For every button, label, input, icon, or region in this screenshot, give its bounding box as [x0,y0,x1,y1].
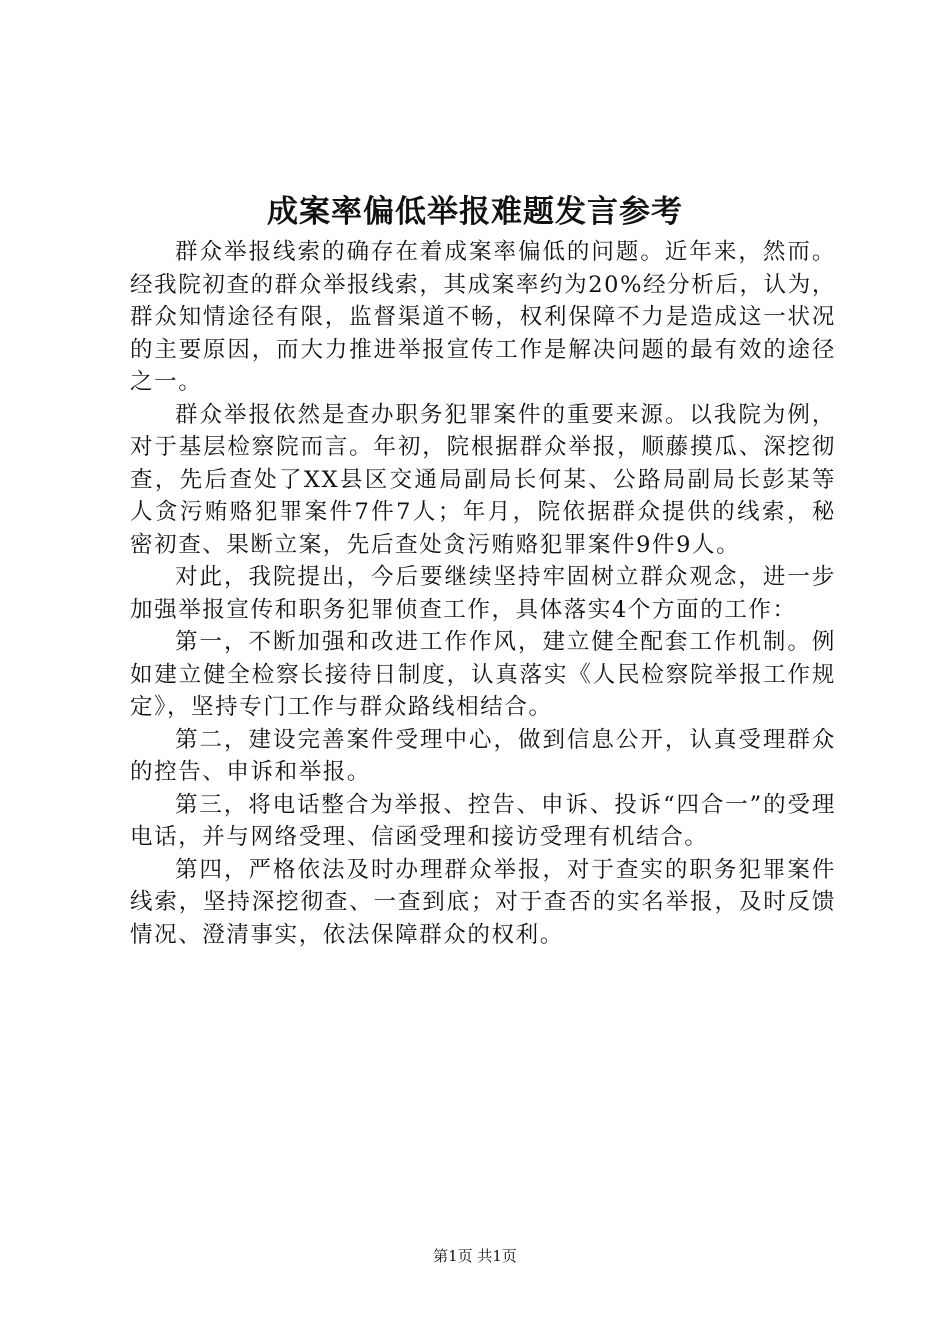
paragraph-1: 群众举报线索的确存在着成案率偏低的问题。近年来，然而。经我院初查的群众举报线索，其成案率约为20%经分析后，认为，群众知情途径有限，监督渠道不畅，权利保障不力是造成这一状况的主要原因，而大力推进举报宣传工作是解决问题的最有效的途径之一。 [130,239,836,395]
paragraph-7: 第四，严格依法及时办理群众举报，对于查实的职务犯罪案件线索，坚持深挖彻查、一查到底；对于查否的实名举报，及时反馈情况、澄清事实，依法保障群众的权利。 [130,856,836,948]
paragraph-2: 群众举报依然是查办职务犯罪案件的重要来源。以我院为例，对于基层检察院而言。年初，院根据群众举报，顺藤摸瓜、深挖彻查，先后查处了XX县区交通局副局长何某、公路局副局长彭某等人贪污贿赂犯罪案件7件7人；年月，院依据群众提供的线索，秘密初查、果断立案，先后查处贪污贿赂犯罪案件9件9人。 [130,401,836,558]
paragraph-6: 第三，将电话整合为举报、控告、申诉、投诉“四合一”的受理电话，并与网络受理、信函受理和接访受理有机结合。 [130,791,836,850]
paragraph-4: 第一，不断加强和改进工作作风，建立健全配套工作机制。例如建立健全检察长接待日制度，认真落实《人民检察院举报工作规定》，坚持专门工作与群众路线相结合。 [130,629,836,720]
document-title: 成案率偏低举报难题发言参考 [267,194,683,230]
document-body [130,236,836,951]
paragraph-5: 第二，建设完善案件受理中心，做到信息公开，认真受理群众的控告、申诉和举报。 [130,726,836,785]
page-footer: 第1页 共1页 [433,1247,517,1265]
paragraph-3: 对此，我院提出，今后要继续坚持牢固树立群众观念，进一步加强举报宣传和职务犯罪侦查工作，具体落实4个方面的工作： [130,564,836,623]
